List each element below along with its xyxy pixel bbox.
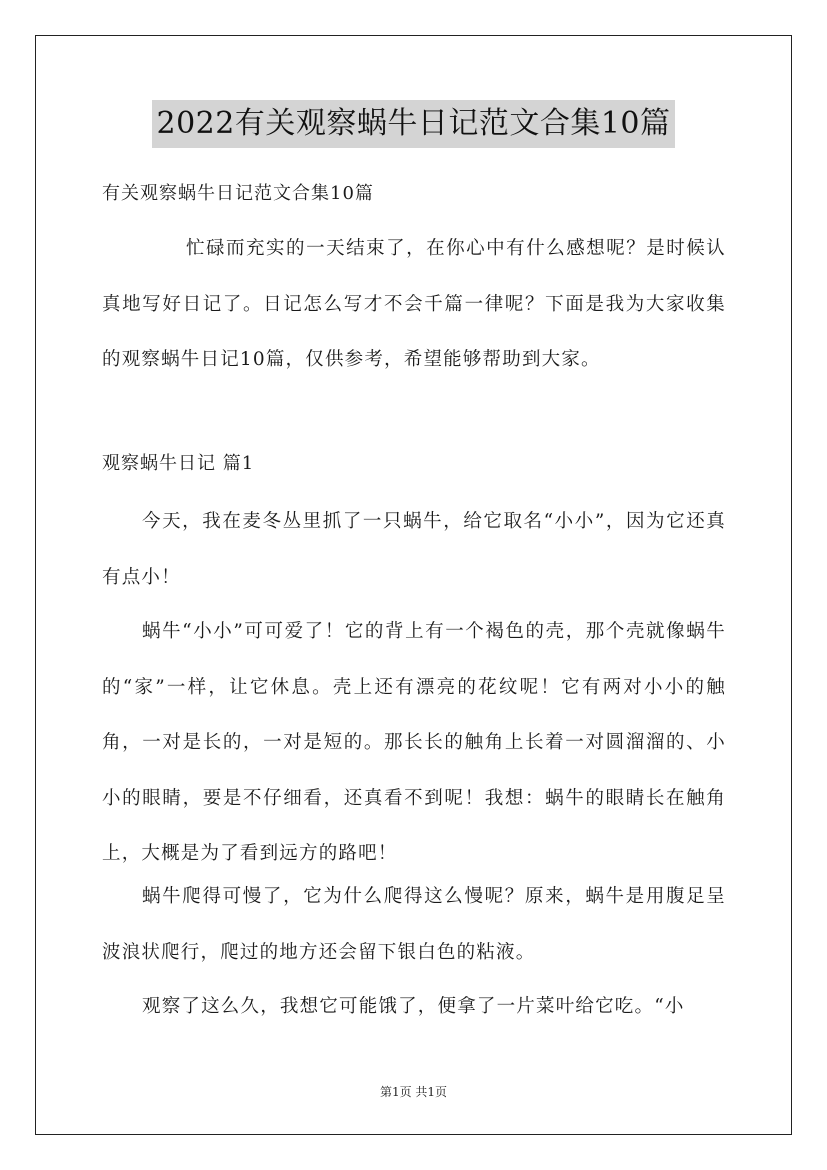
body-paragraph-1: 今天，我在麦冬丛里抓了一只蜗牛，给它取名“小小”，因为它还真有点小！ <box>102 511 726 588</box>
body-paragraph-4: 观察了这么久，我想它可能饿了，便拿了一片菜叶给它吃。“小 <box>142 996 685 1017</box>
intro-paragraph: 忙碌而充实的一天结束了，在你心中有什么感想呢？是时候认真地写好日记了。日记怎么写才不会千篇一律呢？下面是我为大家收集的观察蜗牛日记10篇，仅供参考，希望能够帮助到大家。 <box>102 238 726 370</box>
document-subtitle: 有关观察蜗牛日记范文合集10篇 <box>102 183 374 204</box>
title-container <box>0 100 827 148</box>
document-title: 2022有关观察蜗牛日记范文合集10篇 <box>152 100 674 148</box>
section-heading: 观察蜗牛日记 篇1 <box>102 453 255 474</box>
page-footer: 第1页 共1页 <box>379 1085 448 1099</box>
body-paragraph-3: 蜗牛爬得可慢了，它为什么爬得这么慢呢？原来，蜗牛是用腹足呈波浪状爬行，爬过的地方还会留下银白色的粘液。 <box>102 886 726 963</box>
body-paragraph-2: 蜗牛“小小”可可爱了！它的背上有一个褐色的壳，那个壳就像蜗牛的“家”一样，让它休息。壳上还有漂亮的花纹呢！它有两对小小的触角，一对是长的，一对是短的。那长长的触角上长着一对圆溜溜的、小小的眼睛，要是不仔细看，还真看不到呢！我想：蜗牛的眼睛长在触角上，大概是为了看到远方的路吧！ <box>102 621 726 864</box>
